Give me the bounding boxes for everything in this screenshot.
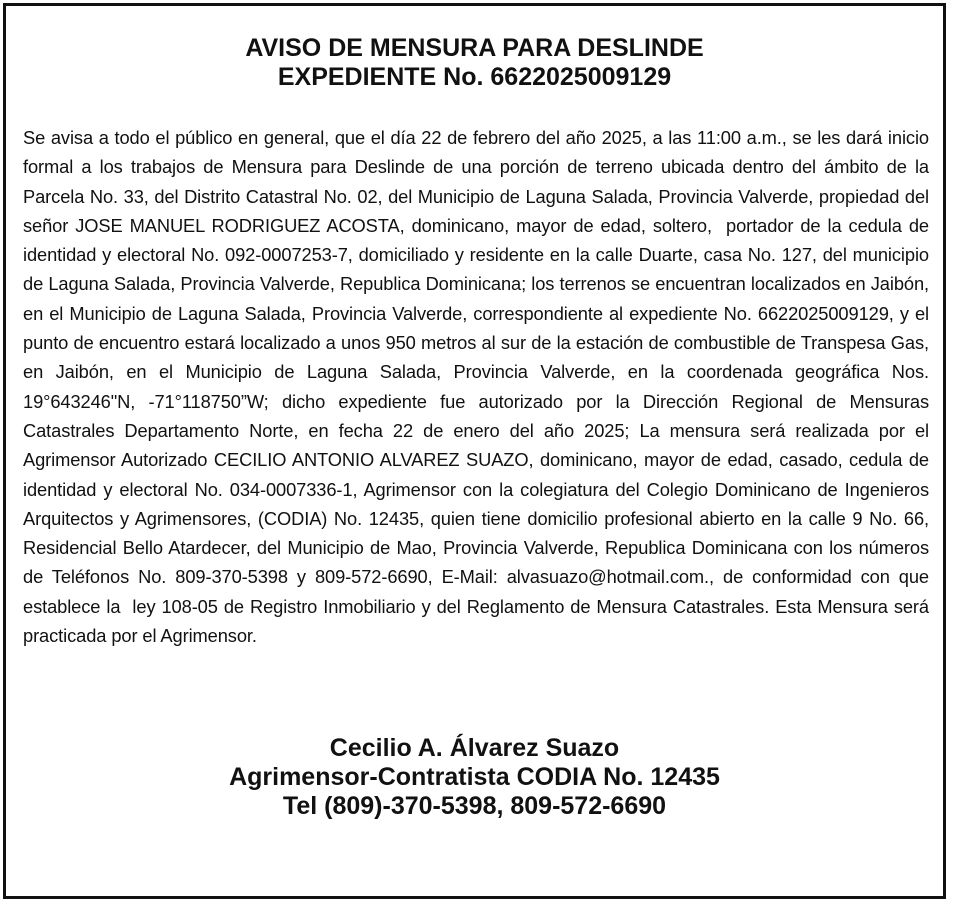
signature-name: Cecilio A. Álvarez Suazo [329, 734, 620, 762]
signature-phones: Tel (809)-370-5398, 809-572-6690 [282, 792, 667, 820]
notice-title: AVISO DE MENSURA PARA DESLINDE [245, 34, 704, 62]
notice-body: Se avisa a todo el público en general, que el día 22 de febrero del año 2025, a las 11:00 a.m., se les dará inicio formal a los trabajos de Mensura para Deslinde de una porción de terreno ubicada dentro del ámbito de la Parcela No. 33, del Distrito Catastral No. 02, del Municipio de Laguna Salada, Provincia Valverde, propiedad del señor JOSE MANUEL RODRIGUEZ ACOSTA, dominicano, mayor de edad, soltero, portador de la cedula de identidad y electoral No. 092-0007253-7, domiciliado y residente en la calle Duarte, casa No. 127, del municipio de Laguna Salada, Provincia Valverde, Republica Dominicana; los terrenos se encuentran localizados en Jaibón, en el Municipio de Laguna Salada, Provincia Valverde, correspondiente al expediente No. 6622025009129, y el punto de encuentro estará localizado a unos 950 metros al sur de la estación de combustible de Transpesa Gas, en Jaibón, en el Municipio de Laguna Salada, Provincia Valverde, en la coordenada geográfica Nos. 19°643246"N, -71°118750”W; dicho expediente fue autorizado por la Dirección Regional de Mensuras Catastrales Departamento Norte, en fecha 22 de enero del año 2025; La mensura será realizada por el Agrimensor Autorizado CECILIO ANTONIO ALVAREZ SUAZO, dominicano, mayor de edad, casado, cedula de identidad y electoral No. 034-0007336-1, Agrimensor con la colegiatura del Colegio Dominicano de Ingenieros Arquitectos y Agrimensores, (CODIA) No. 12435, quien tiene domicilio profesional abierto en la calle 9 No. 66, Residencial Bello Atardecer, del Municipio de Mao, Provincia Valverde, Republica Dominicana con los números de Teléfonos No. 809-370-5398 y 809-572-6690, E-Mail: alvasuazo@hotmail.com., de conformidad con que establece la ley 108-05 de Registro Inmobiliario y del Reglamento de Mensura Catastrales. Esta Mensura será practicada por el Agrimensor. [23, 127, 934, 647]
signature-role: Agrimensor-Contratista CODIA No. 12435 [229, 763, 720, 791]
expediente-number: EXPEDIENTE No. 6622025009129 [277, 63, 672, 91]
notice-box [3, 3, 946, 899]
